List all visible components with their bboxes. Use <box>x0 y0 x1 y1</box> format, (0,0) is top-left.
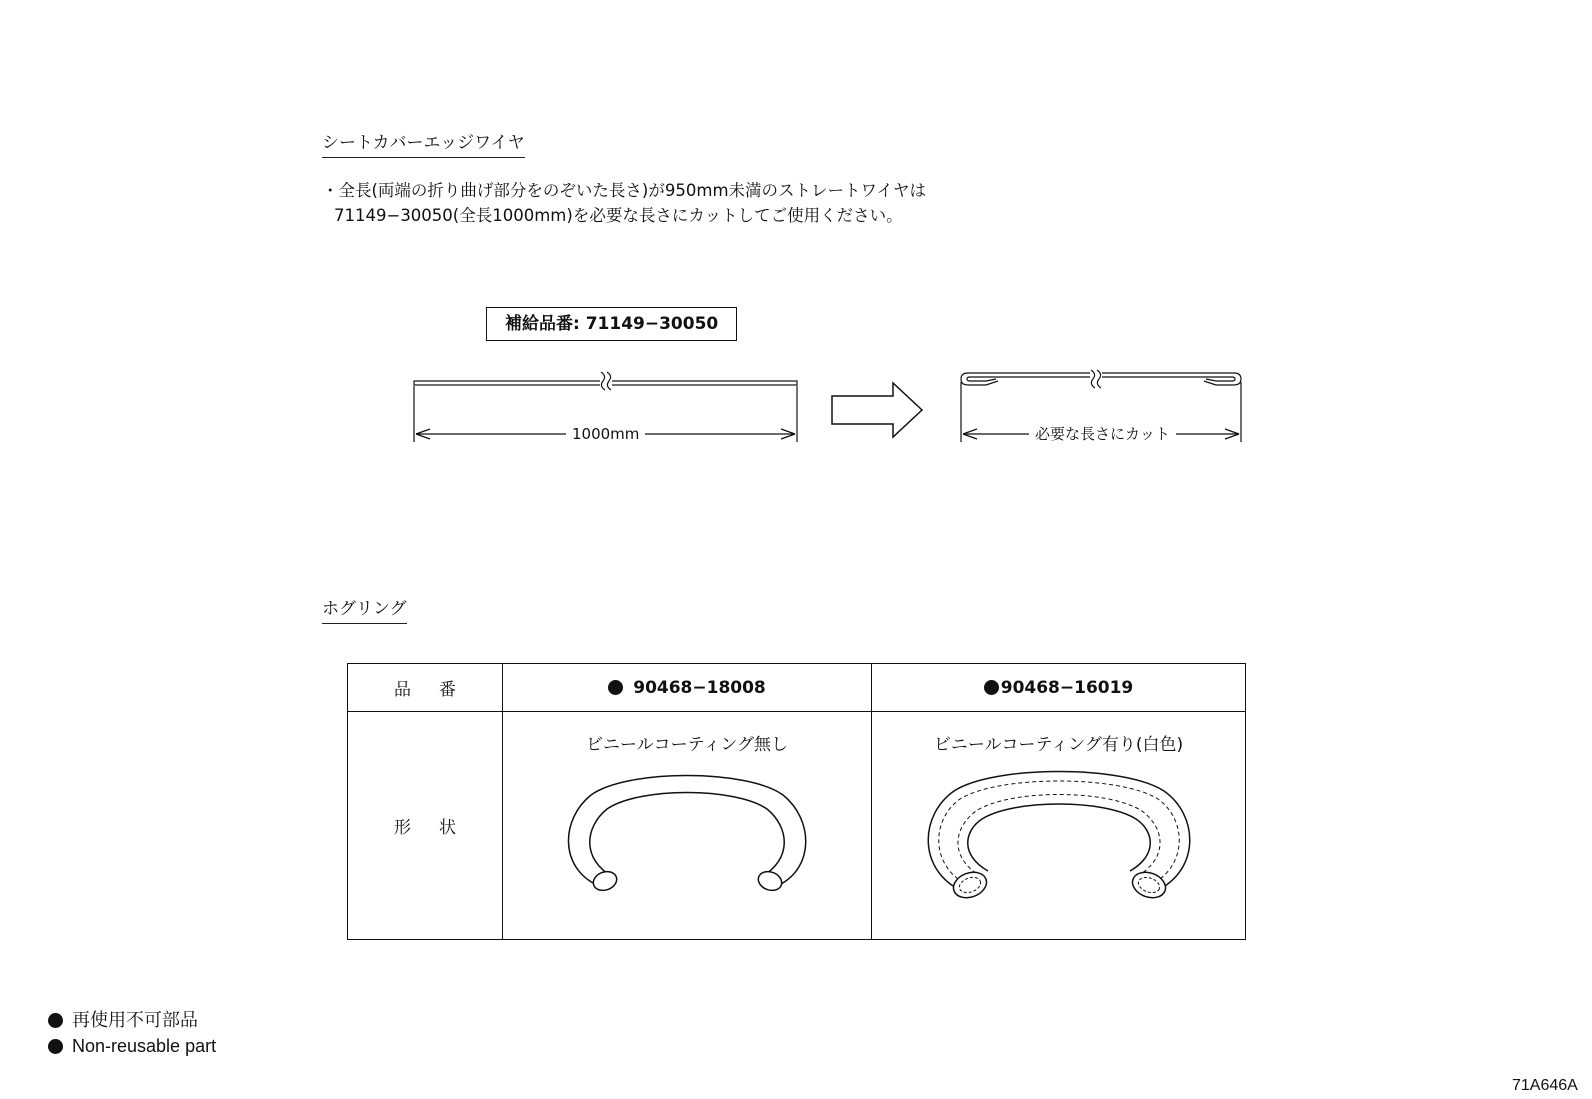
supply-part-number-box: 補給品番: 71149−30050 <box>486 307 737 341</box>
length-label: 1000mm <box>566 425 645 443</box>
legend-jp-text: 再使用不可部品 <box>72 1010 198 1030</box>
desc-uncoated: ビニールコーティング無し <box>586 735 788 755</box>
part-number-cell-1 <box>503 664 872 712</box>
row-label-part-number: 品番 <box>348 664 503 712</box>
cut-label: 必要な長さにカット <box>1029 425 1176 443</box>
row-label-shape: 形状 <box>348 712 503 940</box>
legend-en <box>48 1033 216 1059</box>
section-title-edge-wire: シートカバーエッジワイヤ <box>322 133 525 158</box>
legend-en-text: Non-reusable part <box>72 1036 217 1056</box>
non-reusable-dot-icon <box>608 680 623 695</box>
part-number-cell-2 <box>872 664 1246 712</box>
part-number-1: 90468−18008 <box>633 677 766 698</box>
legend-jp <box>48 1007 198 1033</box>
hog-ring-uncoated-illustration <box>557 767 817 917</box>
non-reusable-dot-icon <box>48 1039 63 1054</box>
non-reusable-dot-icon <box>48 1013 63 1028</box>
section-title-hog-ring: ホグリング <box>322 599 407 624</box>
desc-coated: ビニールコーティング有り(白色) <box>933 735 1184 755</box>
note-line-1: ・全長(両端の折り曲げ部分をのぞいた長さ)が950mm未満のストレートワイヤは <box>322 181 927 200</box>
note-line-2: 71149−30050(全長1000mm)を必要な長さにカットしてご使用ください。 <box>334 206 903 225</box>
hog-ring-coated-illustration <box>924 767 1194 917</box>
right-arrow-icon <box>830 380 930 440</box>
part-number-2: 90468−16019 <box>1000 677 1134 698</box>
figure-code: 71A646A <box>1512 1077 1578 1094</box>
shape-cell-2 <box>872 712 1246 940</box>
shape-cell-1 <box>503 712 872 940</box>
non-reusable-dot-icon <box>984 680 999 695</box>
hog-ring-table <box>347 663 1246 940</box>
